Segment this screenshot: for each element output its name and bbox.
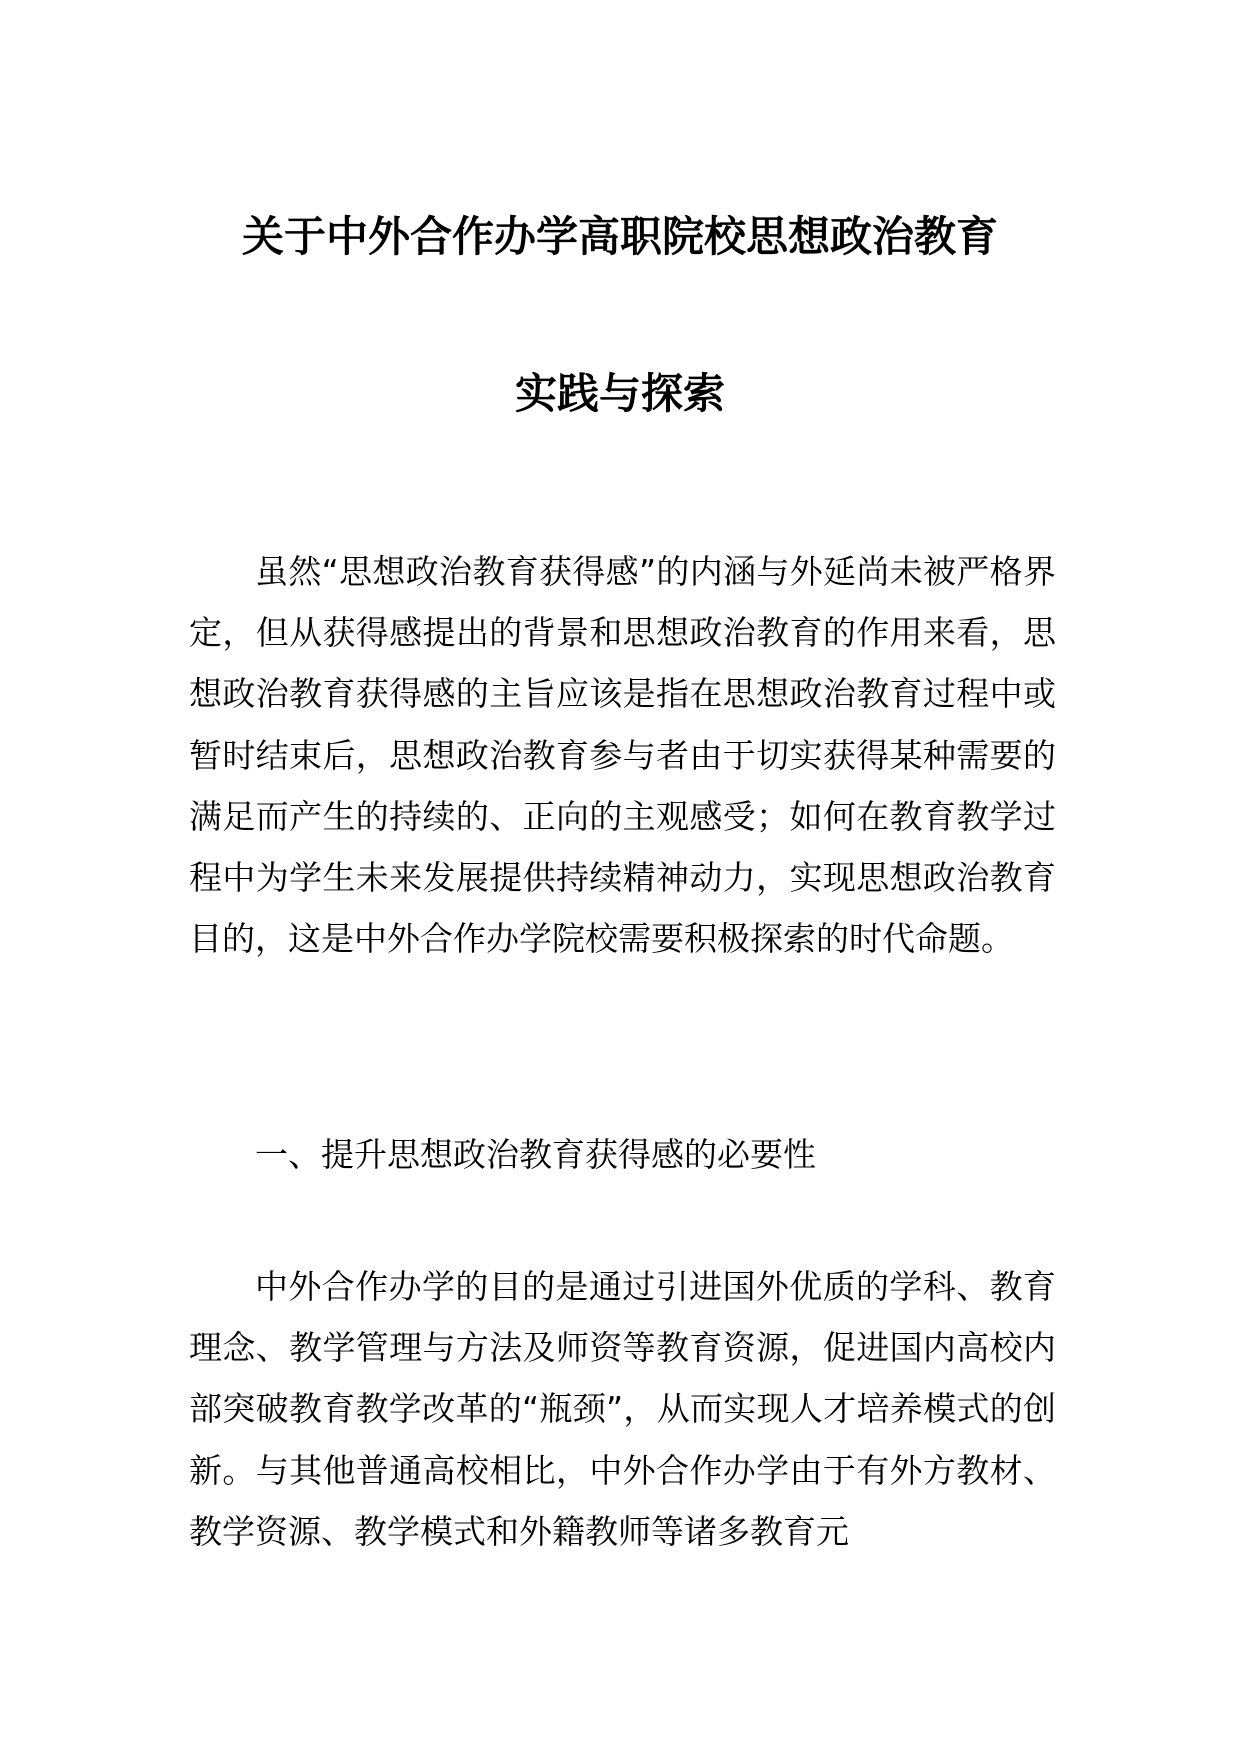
document-title-line-2: 实践与探索 [514,369,725,418]
document-title-line-1: 关于中外合作办学高职院校思想政治教育 [241,212,998,261]
section-heading-1: 一、提升思想政治教育获得感的必要性 [255,1135,816,1174]
body-paragraph-1: 虽然“思想政治教育获得感”的内涵与外延尚未被严格界定，但从获得感提出的背景和思想政治教育的作用来看，思想政治教育获得感的主旨应该是指在思想政治教育过程中或暂时结束后，思想政治教育参与者由于切实获得某种需要的满足而产生的持续的、正向的主观感受；如何在教育教学过程中为学生未来发展提供持续精神动力，实现思想政治教育目的，这是中外合作办学院校需要积极探索的时代命题。 [189,552,1056,959]
body-paragraph-2: 中外合作办学的目的是通过引进国外优质的学科、教育理念、教学管理与方法及师资等教育资源，促进国内高校内部突破教育教学改革的“瓶颈”，从而实现人才培养模式的创新。与其他普通高校相比，中外合作办学由于有外方教材、教学资源、教学模式和外籍教师等诸多教育元 [189,1267,1056,1551]
